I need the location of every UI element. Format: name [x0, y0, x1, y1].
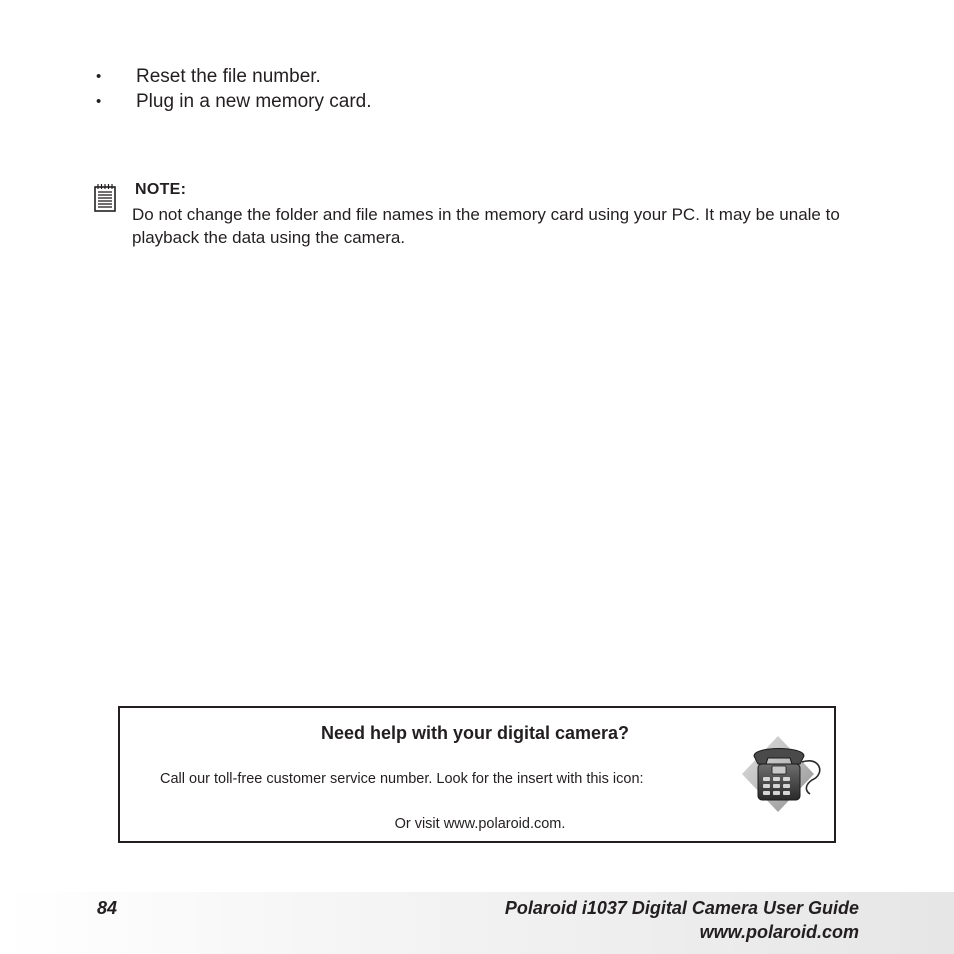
list-item — [96, 64, 372, 89]
bullet-text: Plug in a new memory card. — [136, 91, 372, 112]
help-call-text: Call our toll-free customer service number. Look for the insert with this icon: — [160, 771, 644, 787]
bullet-text: Reset the file number. — [136, 66, 321, 87]
bullet-list — [96, 64, 372, 114]
help-title: Need help with your digital camera? — [320, 723, 630, 743]
bullet-marker: • — [96, 68, 102, 85]
note-title: NOTE: — [135, 181, 187, 198]
help-box — [118, 706, 836, 843]
page-footer — [0, 892, 954, 954]
footer-url: www.polaroid.com — [699, 922, 859, 942]
telephone-icon — [740, 734, 826, 814]
list-item — [96, 89, 372, 114]
help-visit-text: Or visit www.polaroid.com. — [394, 816, 566, 832]
bullet-marker: • — [96, 93, 102, 110]
notepad-icon — [93, 183, 119, 213]
footer-title: Polaroid i1037 Digital Camera User Guide — [504, 898, 859, 918]
page-number: 84 — [97, 898, 118, 918]
note-body: Do not change the folder and file names in the memory card using your PC. It may be unale to playback the data using the camera. — [132, 205, 840, 247]
